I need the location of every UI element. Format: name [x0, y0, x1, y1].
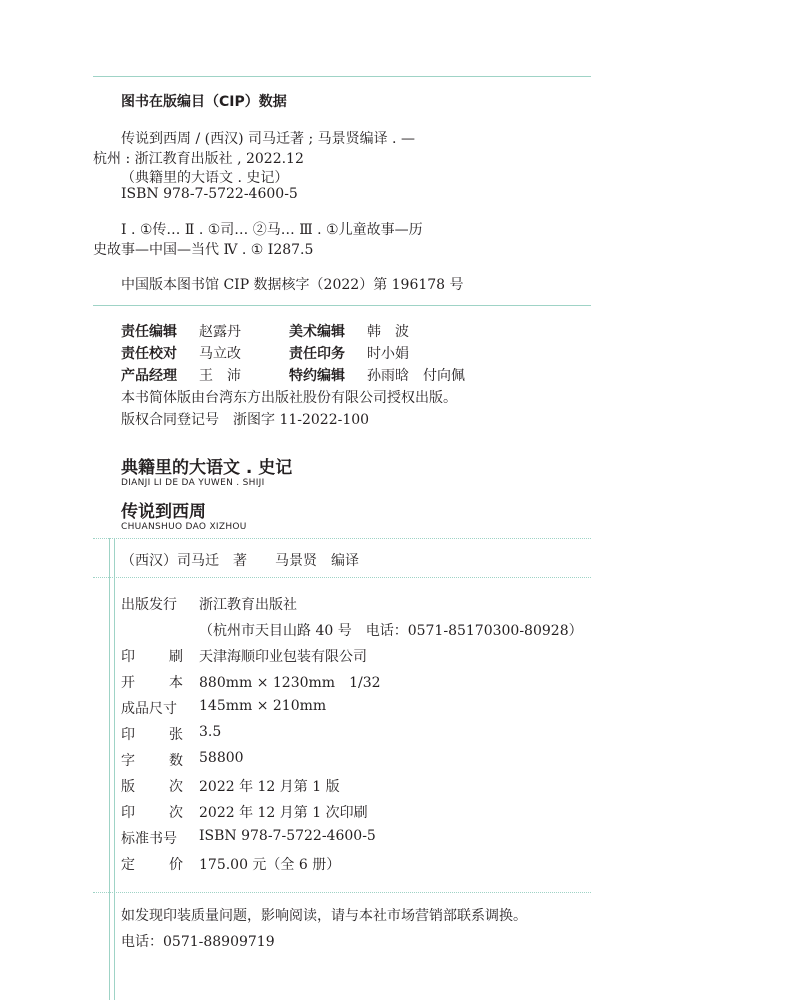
detail-label: 字 数 — [121, 753, 183, 769]
cip-bottom-rule — [93, 305, 591, 306]
detail-value: 175.00 元（全 6 册） — [199, 857, 341, 873]
detail-row — [121, 776, 591, 796]
staff-value: 韩 波 — [367, 324, 409, 340]
staff-label: 特约编辑 — [289, 368, 345, 384]
detail-value: （杭州市天目山路 40 号 电话：0571-85170300-80928） — [199, 623, 583, 639]
staff-value: 赵露丹 — [199, 324, 241, 340]
detail-row — [121, 724, 591, 744]
detail-value: 3.5 — [199, 724, 222, 740]
cip-line-1: 传说到西周 / (西汉) 司马迁著 ; 马景贤编译 . — — [121, 131, 415, 147]
book-title: 传说到西周 — [121, 502, 206, 522]
staff-value: 孙雨晗 付向佩 — [367, 368, 465, 384]
detail-value: 880mm × 1230mm 1/32 — [199, 675, 381, 691]
authors-line: （西汉）司马迁 著 马景贤 编译 — [121, 553, 359, 569]
cip-isbn: ISBN 978-7-5722-4600-5 — [121, 186, 298, 202]
cip-classification-2: 史故事—中国—当代 Ⅳ . ① I287.5 — [93, 242, 314, 258]
cip-line-2: 杭州 : 浙江教育出版社 , 2022.12 — [93, 151, 304, 167]
detail-value: 浙江教育出版社 — [199, 597, 297, 613]
detail-label: 出版发行 — [121, 597, 177, 613]
detail-row — [121, 828, 591, 848]
service-phone: 电话：0571-88909719 — [121, 934, 275, 950]
detail-row — [121, 672, 591, 692]
detail-label: 版 次 — [121, 779, 183, 795]
detail-value: 145mm × 210mm — [199, 698, 327, 714]
series-title: 典籍里的大语文 . 史记 — [121, 458, 293, 478]
copyright-registration: 版权合同登记号 浙图字 11-2022-100 — [121, 412, 370, 428]
detail-value: 2022 年 12 月第 1 版 — [199, 779, 340, 795]
detail-value: 58800 — [199, 750, 244, 766]
detail-row — [121, 698, 591, 718]
staff-value: 时小娟 — [367, 346, 409, 362]
license-statement: 本书简体版由台湾东方出版社股份有限公司授权出版。 — [121, 390, 457, 406]
detail-value: ISBN 978-7-5722-4600-5 — [199, 828, 376, 844]
detail-label: 成品尺寸 — [121, 701, 177, 717]
top-rule — [93, 76, 591, 77]
quality-notice: 如发现印装质量问题，影响阅读，请与本社市场营销部联系调换。 — [121, 908, 527, 924]
detail-row — [121, 802, 591, 822]
detail-value: 天津海顺印业包装有限公司 — [199, 649, 367, 665]
details-top-rule — [93, 577, 591, 578]
cip-heading: 图书在版编目（CIP）数据 — [121, 94, 287, 110]
detail-label: 印 张 — [121, 727, 183, 743]
detail-value: 2022 年 12 月第 1 次印刷 — [199, 805, 368, 821]
staff-label: 责任校对 — [121, 346, 177, 362]
series-pinyin: DIANJI LI DE DA YUWEN . SHIJI — [121, 478, 265, 488]
margin-line-left — [109, 538, 110, 1000]
staff-label: 美术编辑 — [289, 324, 345, 340]
staff-label: 责任印务 — [289, 346, 345, 362]
detail-row — [121, 750, 591, 770]
detail-row — [121, 594, 591, 614]
staff-row — [121, 365, 591, 385]
staff-value: 王 沛 — [199, 368, 241, 384]
details-bottom-rule — [93, 892, 591, 893]
cip-record-number: 中国版本图书馆 CIP 数据核字（2022）第 196178 号 — [121, 277, 464, 293]
detail-row — [121, 646, 591, 666]
margin-line-right — [114, 538, 115, 1000]
staff-label: 产品经理 — [121, 368, 177, 384]
cip-line-3: （典籍里的大语文 . 史记） — [121, 170, 289, 186]
staff-row — [121, 321, 591, 341]
book-pinyin: CHUANSHUO DAO XIZHOU — [121, 522, 247, 532]
detail-row — [121, 620, 591, 640]
detail-label: 印 刷 — [121, 649, 183, 665]
detail-label: 定 价 — [121, 857, 183, 873]
staff-label: 责任编辑 — [121, 324, 177, 340]
authors-top-rule — [93, 538, 591, 539]
detail-label: 开 本 — [121, 675, 183, 691]
detail-label: 印 次 — [121, 805, 183, 821]
detail-label: 标准书号 — [121, 831, 177, 847]
detail-row — [121, 854, 591, 874]
cip-classification-1: Ⅰ . ①传… Ⅱ . ①司… ②马… Ⅲ . ①儿童故事—历 — [121, 222, 423, 238]
staff-row — [121, 343, 591, 363]
staff-value: 马立改 — [199, 346, 241, 362]
